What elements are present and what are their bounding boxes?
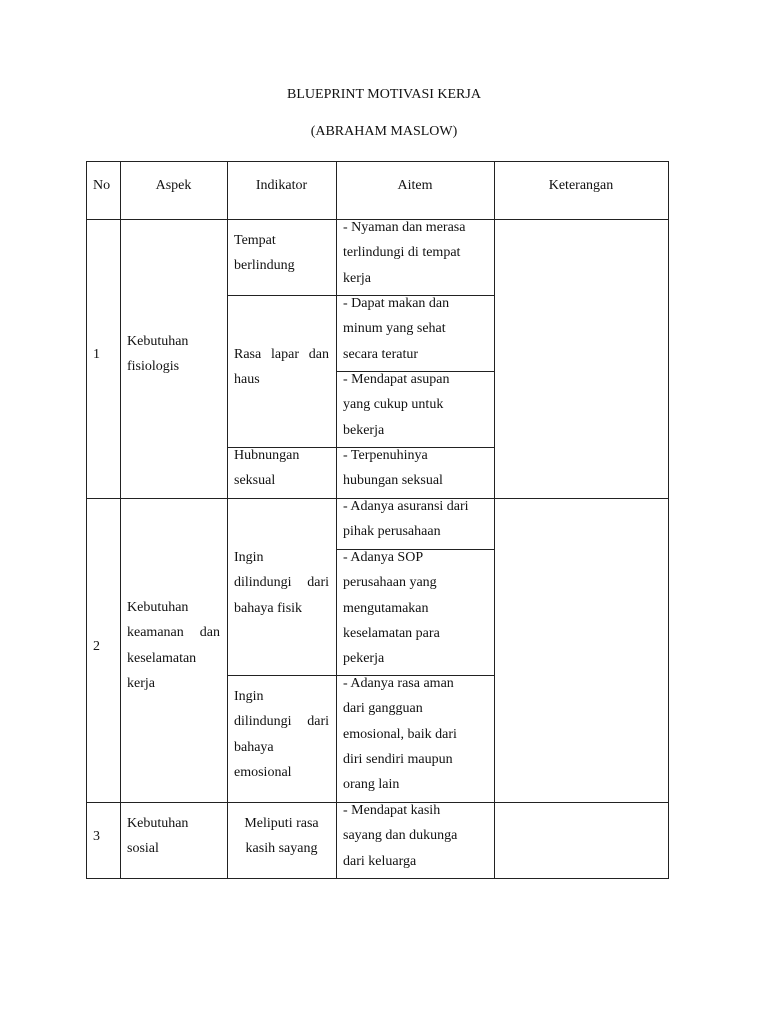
aitem-cell (343, 798, 457, 874)
cell-line: seksual (234, 473, 276, 489)
cell-line: mengutamakan (343, 600, 429, 616)
cell-line: Meliputi rasa (244, 816, 319, 831)
row-number: 3 (93, 829, 100, 844)
header-aspek: Aspek (155, 178, 192, 193)
cell-line: dari gangguan (343, 701, 423, 717)
indikator-cell (234, 342, 329, 393)
aitem-cell (343, 443, 443, 494)
cell-line: Kebutuhan (127, 816, 189, 831)
table-border (668, 161, 669, 879)
cell-line: Ingin (234, 689, 264, 704)
header-no: No (93, 178, 111, 193)
aitem-cell (343, 671, 457, 797)
cell-line: keamanan dan (127, 625, 220, 641)
indikator-cell (227, 811, 336, 862)
cell-line: yang cukup untuk (343, 397, 444, 413)
column-divider (227, 161, 228, 879)
aspek-cell (127, 595, 220, 696)
cell-line: Rasa lapar dan (234, 347, 329, 362)
aitem-cell (343, 494, 469, 545)
cell-line: emosional, baik dari (343, 726, 457, 742)
cell-line: Ingin (234, 550, 264, 565)
cell-line: - Adanya SOP (343, 550, 424, 565)
table-border (86, 878, 669, 879)
cell-line: perusahaan yang (343, 575, 437, 591)
cell-line: - Adanya rasa aman (343, 676, 454, 691)
cell-line: dilindungi dari (234, 575, 329, 591)
aitem-cell (343, 545, 440, 671)
cell-line: - Dapat makan dan (343, 296, 450, 311)
table-border (86, 161, 669, 162)
column-divider (494, 161, 495, 879)
cell-line: dari keluarga (343, 853, 417, 869)
cell-line: Tempat (234, 233, 276, 248)
header-indikator: Indikator (255, 178, 308, 193)
cell-line: - Adanya asuransi dari (343, 499, 469, 514)
aitem-cell (343, 215, 465, 291)
cell-line: - Mendapat kasih (343, 803, 441, 818)
cell-line: bahaya fisik (234, 600, 303, 616)
cell-line: bahaya (234, 739, 274, 755)
cell-line: emosional (234, 764, 292, 780)
cell-line: Kebutuhan (127, 334, 189, 349)
indikator-cell (234, 443, 299, 494)
row-number: 2 (93, 639, 100, 654)
cell-line: keselamatan (127, 650, 197, 666)
cell-line: hubungan seksual (343, 473, 443, 489)
cell-line: Kebutuhan (127, 600, 189, 615)
aspek-cell (127, 811, 188, 862)
cell-line: terlindungi di tempat (343, 245, 461, 261)
aitem-cell (343, 367, 450, 443)
cell-line: pekerja (343, 651, 385, 667)
cell-line: dilindungi dari (234, 714, 329, 730)
column-divider (120, 161, 121, 879)
aitem-cell (343, 291, 449, 367)
cell-line: - Nyaman dan merasa (343, 220, 466, 235)
cell-line: secara teratur (343, 346, 418, 362)
cell-line: fisiologis (127, 359, 180, 375)
indikator-cell (234, 684, 329, 785)
indikator-cell (234, 228, 295, 279)
aspek-cell (127, 329, 188, 380)
cell-line: - Mendapat asupan (343, 372, 450, 387)
cell-line: Hubnungan (234, 448, 300, 463)
column-divider (336, 161, 337, 879)
cell-line: - Terpenuhinya (343, 448, 428, 463)
cell-line: kasih sayang (245, 841, 318, 857)
header-aitem: Aitem (397, 178, 433, 193)
cell-line: haus (234, 372, 260, 388)
header-keterangan: Keterangan (548, 178, 614, 193)
cell-line: keselamatan para (343, 625, 440, 641)
document-subtitle: (ABRAHAM MASLOW) (310, 124, 458, 139)
cell-line: sayang dan dukunga (343, 828, 458, 844)
document-title: BLUEPRINT MOTIVASI KERJA (287, 87, 481, 102)
indikator-cell (234, 545, 329, 621)
table-border (86, 161, 87, 879)
cell-line: pihak perusahaan (343, 524, 441, 540)
cell-line: minum yang sehat (343, 321, 446, 337)
cell-line: bekerja (343, 422, 385, 438)
cell-line: diri sendiri maupun (343, 751, 453, 767)
cell-line: kerja (343, 270, 371, 286)
cell-line: kerja (127, 675, 155, 691)
cell-line: sosial (127, 841, 159, 857)
cell-line: orang lain (343, 777, 400, 793)
row-number: 1 (93, 347, 100, 362)
cell-line: berlindung (234, 258, 295, 274)
